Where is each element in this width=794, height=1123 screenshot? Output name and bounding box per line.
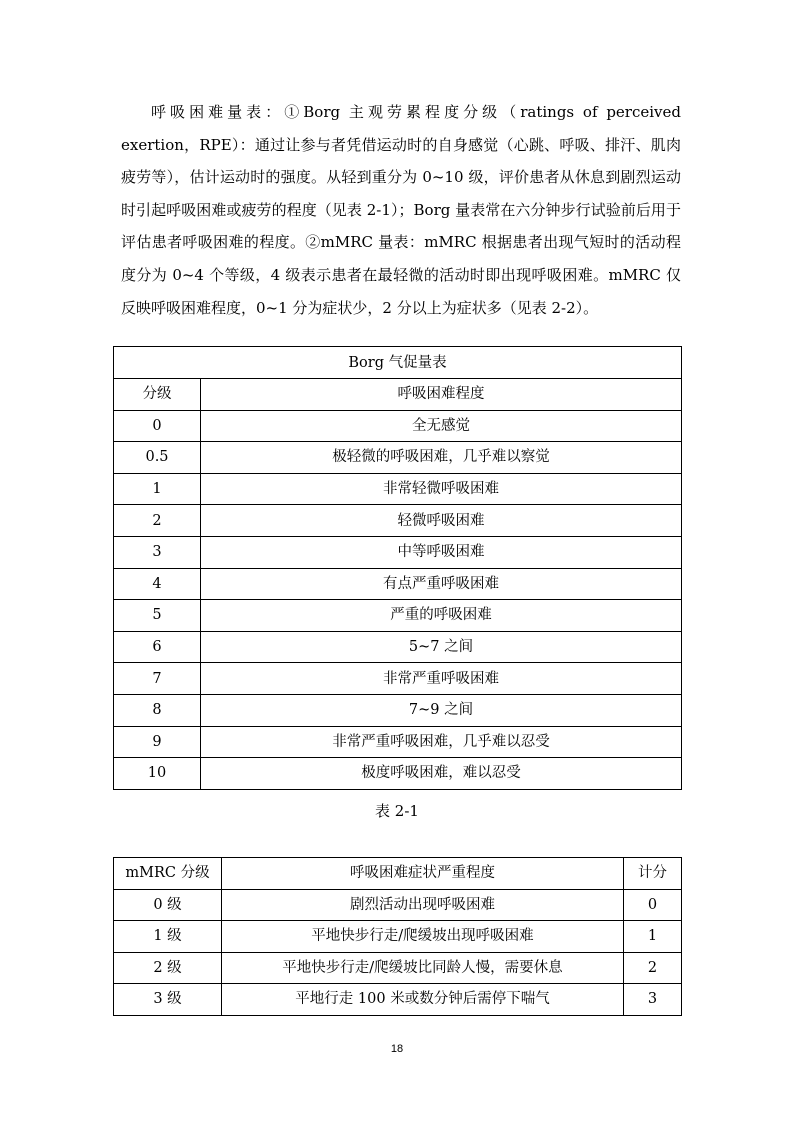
table-row: [114, 758, 682, 790]
symptom-cell: 平地行走 100 米或数分钟后需停下喘气: [222, 984, 624, 1016]
column-header-symptom-severity: 呼吸困难症状严重程度: [222, 858, 624, 890]
table-row: [114, 921, 682, 953]
grade-cell: 3 级: [114, 984, 222, 1016]
table-row: [114, 536, 682, 568]
grade-cell: 1 级: [114, 921, 222, 953]
score-cell: 2: [624, 952, 682, 984]
borg-dyspnea-table: [113, 346, 682, 790]
severity-cell: 极轻微的呼吸困难，几乎难以察觉: [201, 442, 682, 474]
column-header-severity: 呼吸困难程度: [201, 379, 682, 411]
grade-cell: 0: [114, 410, 201, 442]
column-header-score: 计分: [624, 858, 682, 890]
score-cell: 0: [624, 889, 682, 921]
table-row: [114, 442, 682, 474]
score-cell: 1: [624, 921, 682, 953]
table-header-row: [114, 858, 682, 890]
symptom-cell: 平地快步行走/爬缓坡出现呼吸困难: [222, 921, 624, 953]
table-row: [114, 600, 682, 632]
table-row: [114, 473, 682, 505]
table-row: [114, 889, 682, 921]
mmrc-scale-table: [113, 857, 682, 1016]
grade-cell: 6: [114, 631, 201, 663]
grade-cell: 0 级: [114, 889, 222, 921]
severity-cell: 轻微呼吸困难: [201, 505, 682, 537]
severity-cell: 有点严重呼吸困难: [201, 568, 682, 600]
table-row: [114, 984, 682, 1016]
table-row: [114, 568, 682, 600]
page-number: 18: [390, 1043, 404, 1055]
table-title-row: [114, 347, 682, 379]
grade-cell: 9: [114, 726, 201, 758]
severity-cell: 中等呼吸困难: [201, 536, 682, 568]
symptom-cell: 剧烈活动出现呼吸困难: [222, 889, 624, 921]
severity-cell: 非常严重呼吸困难: [201, 663, 682, 695]
table-header-row: [114, 379, 682, 411]
table-row: [114, 726, 682, 758]
symptom-cell: 平地快步行走/爬缓坡比同龄人慢，需要休息: [222, 952, 624, 984]
grade-cell: 0.5: [114, 442, 201, 474]
borg-table-title: Borg 气促量表: [114, 347, 682, 379]
severity-cell: 非常轻微呼吸困难: [201, 473, 682, 505]
severity-cell: 严重的呼吸困难: [201, 600, 682, 632]
grade-cell: 4: [114, 568, 201, 600]
table-row: [114, 505, 682, 537]
table-row: [114, 410, 682, 442]
grade-cell: 5: [114, 600, 201, 632]
severity-cell: 非常严重呼吸困难，几乎难以忍受: [201, 726, 682, 758]
grade-cell: 2: [114, 505, 201, 537]
grade-cell: 10: [114, 758, 201, 790]
table-row: [114, 663, 682, 695]
severity-cell: 全无感觉: [201, 410, 682, 442]
column-header-grade: 分级: [114, 379, 201, 411]
grade-cell: 2 级: [114, 952, 222, 984]
severity-cell: 极度呼吸困难，难以忍受: [201, 758, 682, 790]
table-row: [114, 631, 682, 663]
score-cell: 3: [624, 984, 682, 1016]
grade-cell: 7: [114, 663, 201, 695]
table-row: [114, 952, 682, 984]
table-caption: 表 2-1: [375, 802, 419, 820]
severity-cell: 7~9 之间: [201, 694, 682, 726]
table-row: [114, 694, 682, 726]
severity-cell: 5~7 之间: [201, 631, 682, 663]
grade-cell: 8: [114, 694, 201, 726]
grade-cell: 3: [114, 536, 201, 568]
grade-cell: 1: [114, 473, 201, 505]
intro-paragraph: 呼吸困难量表：①Borg 主观劳累程度分级（ratings of perceived exertion，RPE）：通过让参与者凭借运动时的自身感觉（心跳、呼吸、排汗、肌肉疲劳等），估计运动时的强度。从轻到重分为 0~10 级，评价患者从休息到剧烈运动时引起呼吸困难或疲劳的程度（见表 2-1）；Borg 量表常在六分钟步行试验前后用于评估患者呼吸困难的程度。②mMRC 量表：mMRC 根据患者出现气短时的活动程度分为 0~4 个等级，4 级表示患者在最轻微的活动时即出现呼吸困难。mMRC 仅反映呼吸困难程度，0~1 分为症状少，2 分以上为症状多（见表 2-2）。: [121, 103, 681, 317]
column-header-mmrc-grade: mMRC 分级: [114, 858, 222, 890]
